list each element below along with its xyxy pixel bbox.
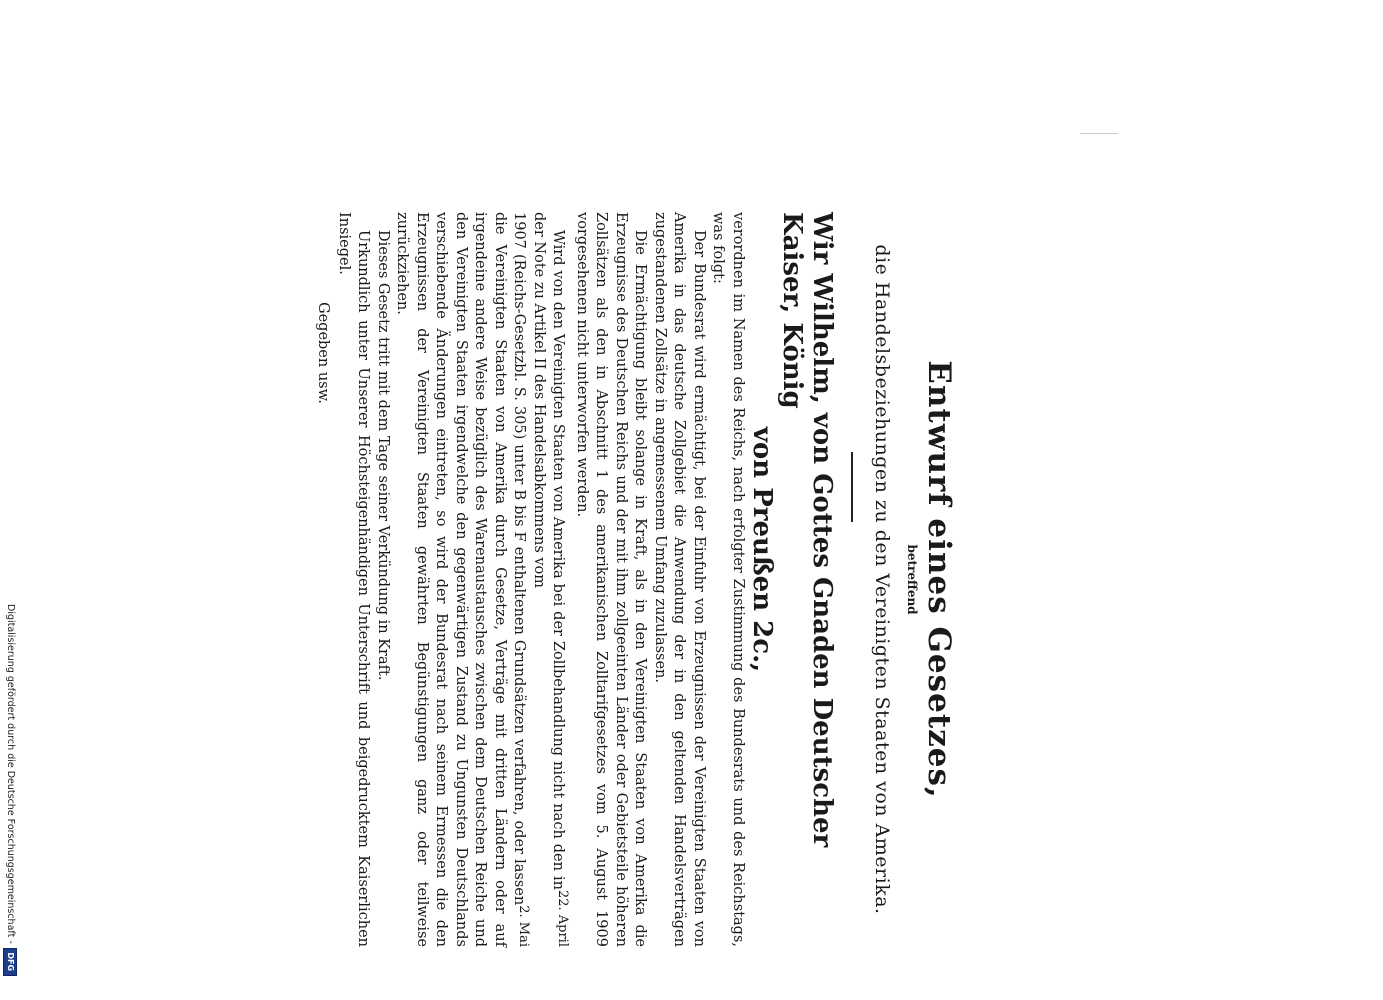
scan-mark (1080, 133, 1118, 134)
paragraph-1: Der Bundesrat wird ermächtigt, bei der Einfuhr von Erzeugnissen der Vereinigten Staaten von Amerika in das deutsche Zollgebiet die Anwendung der in den geltenden Handelsverträgen zugestandenen Zollsätze in angemessenem Umfang zuzulassen. (652, 212, 707, 947)
paragraph-4: Dieses Gesetz tritt mit dem Tage seiner Verkündung in Kraft. (375, 230, 391, 681)
kaiser-line-1: Wir Wilhelm, von Gottes Gnaden Deutscher Kaiser, König (777, 212, 837, 848)
signature-clause: Urkundlich unter Unserer Höchsteigenhändigen Unterschrift und beigedrucktem Kaiserlichen Insiegel. (336, 212, 372, 947)
kaiser-line-2: von Preußen 2c., (747, 426, 777, 673)
kaiser-heading (747, 212, 837, 947)
intro-paragraph: verordnen im Namen des Reichs, nach erfolgter Zustimmung des Bundesrats und des Reichstags, was folgt: (710, 212, 746, 947)
date-note-april: 22. April (555, 889, 571, 947)
paragraph-3-continued: 1907 (Reichs-Gesetzbl. S. 305) unter B bis F enthaltenen Grundsätzen verfahren, oder lassen die Vereinigten Staaten von Amerika durch Gesetze, Verträge mit dritten Ländern oder auf irgendeine andere Weise bezüglich des Warenaustausches zwischen dem Deutschen Reiche und den Vereinigten Staaten irgendwelche den gegenwärtigen Zustand zu Ungunsten Deutschlands verschiebende Änderungen eintreten, so wird der Bundesrat nach seinem Ermessen die den Erzeugnissen der Vereinigten Staaten gewährten Begünstigungen ganz oder teilweise zurückziehen. (394, 212, 528, 947)
paragraph-2: Die Ermächtigung bleibt solange in Kraft, als in den Vereinigten Staaten von Amerika die Erzeugnisse des Deutschen Reichs und der mit ihm zollgeeinten Länder oder Gebietsteile höheren Zollsätzen als den in Abschnitt 1 des amerikanischen Zolltarifgesetzes vom 5. August 1909 vorgesehenen nicht unterworfen werden. (574, 212, 649, 947)
rotated-document-page (315, 212, 1105, 947)
divider (851, 452, 853, 522)
betreffend-label: betreffend (905, 544, 919, 615)
document-subject: die Handelsbeziehungen zu den Vereinigten Staaten von Amerika. (871, 244, 893, 915)
date-note-may: 2. Mai (516, 905, 532, 947)
dfg-logo-icon: DFG (3, 948, 17, 976)
paragraph-3-block (392, 212, 571, 947)
digitization-footer (3, 604, 17, 988)
footer-text: Digitalisierung gefördert durch die Deutsche Forschungsgemeinschaft - (5, 604, 16, 944)
document-title: Entwurf eines Gesetzes, (921, 360, 957, 799)
paragraph-3: Wird von den Vereinigten Staaten von Amerika bei der Zollbehandlung nicht nach den in der Note zu Artikel II des Handelsabkommens vom (531, 212, 567, 890)
given-line: Gegeben usw. (315, 302, 332, 404)
